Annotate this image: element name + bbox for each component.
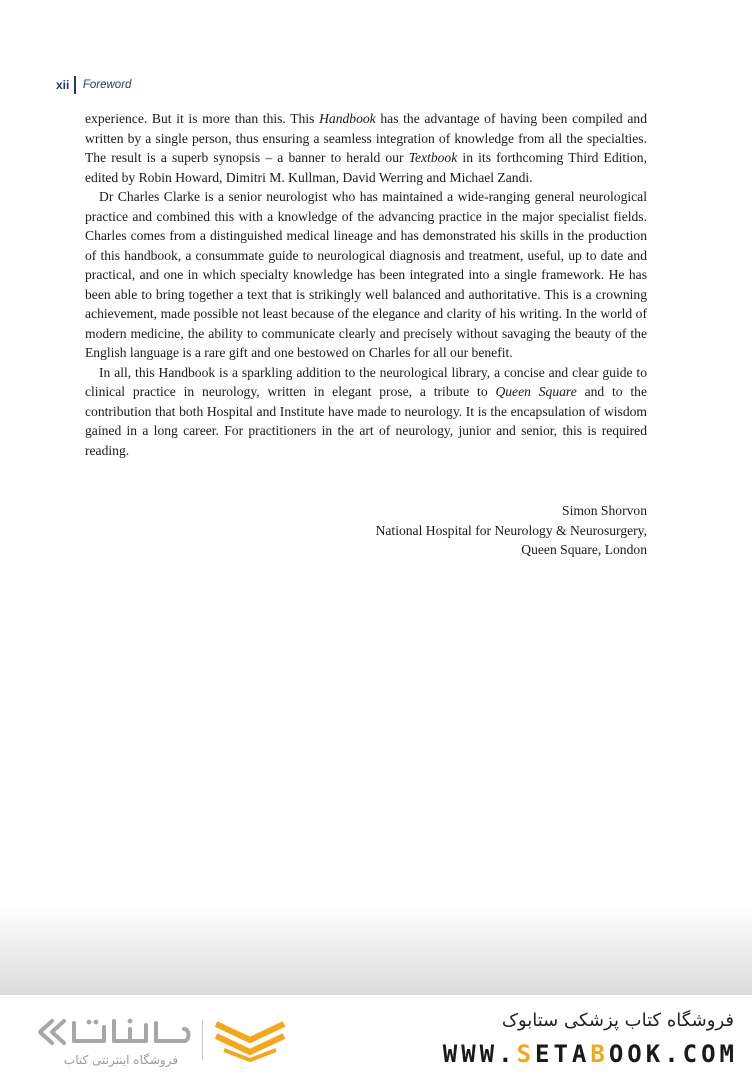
paragraph-1 [85, 109, 647, 187]
italic-title: Textbook [408, 150, 458, 165]
page-number: xii [56, 78, 70, 92]
running-head [56, 76, 131, 94]
text-run: has the advantage of having been compiled and written by a single person, thus ensuring a seamless integration of knowledge from all the specialties. The result is a superb synopsis – a banner to herald our [85, 111, 647, 165]
url-accent-s: S [516, 1040, 536, 1068]
url-prefix: WWW. [442, 1040, 517, 1068]
signature-location: Queen Square, London [521, 542, 647, 557]
url-middle: ETA [535, 1040, 591, 1068]
website-url [443, 1040, 738, 1068]
signature-name: Simon Shorvon [562, 503, 647, 518]
url-accent-b: B [590, 1040, 609, 1068]
text-run: and to the contribution that both Hospital and Institute have made to neurology. It is the encapsulation of wisdom gained in a long career. For practitioners in the art of neurology, junior and senior, this is required reading. [85, 384, 647, 458]
paragraph-2 [85, 187, 647, 363]
setabook-wordmark-logo [34, 1015, 194, 1049]
paragraph-3 [85, 363, 647, 461]
shop-name: فروشگاه کتاب پزشکی ستابوک [501, 1010, 734, 1031]
logo-divider [202, 1020, 203, 1060]
italic-title: Queen Square [495, 384, 577, 399]
stacked-chevron-logo-icon [210, 1018, 290, 1062]
footer-shadow [0, 905, 752, 995]
text-run: in its forthcoming Third Edition, edited by Robin Howard, Dimitri M. Kullman, David Werring and Michael Zandi. [85, 150, 647, 185]
text-run: In all, this Handbook is a sparkling addition to the neurological library, a concise and clear guide to clinical practice in neurology, written in elegant prose, a tribute to [85, 364, 647, 399]
running-head-title: Foreword [82, 79, 132, 91]
signature-affiliation: National Hospital for Neurology & Neurosurgery, [375, 522, 647, 538]
italic-title: Handbook [319, 111, 376, 126]
logo-subtitle: فروشگاه اینترنتی کتاب [63, 1053, 179, 1067]
running-head-divider [74, 76, 76, 94]
text-run: Dr Charles Clarke is a senior neurologist who has maintained a wide-ranging general neurological practice and combined this with a knowledge of the advancing practice in the major specialist fields. Charles comes from a distinguished medical lineage and has demonstrated his skills in the production of this handbook, a consummate guide to neurological diagnosis and treatment, useful, up to date and practical, and one in which specialty knowledge has been integrated into a single framework. He has been able to bring together a text that is strikingly well balanced and authoritative. This is a crowning achievement, made possible not least because of the elegance and clarity of his writing. In the world of modern medicine, the ability to communicate clearly and precisely without savaging the beauty of the English language is a rare gift and one bestowed on Charles for all our benefit. [85, 189, 647, 360]
foreword-body [85, 109, 647, 460]
text-run: experience. But it is more than this. This [85, 111, 320, 126]
url-suffix: OOK.COM [608, 1040, 738, 1068]
signature-block [376, 501, 647, 560]
